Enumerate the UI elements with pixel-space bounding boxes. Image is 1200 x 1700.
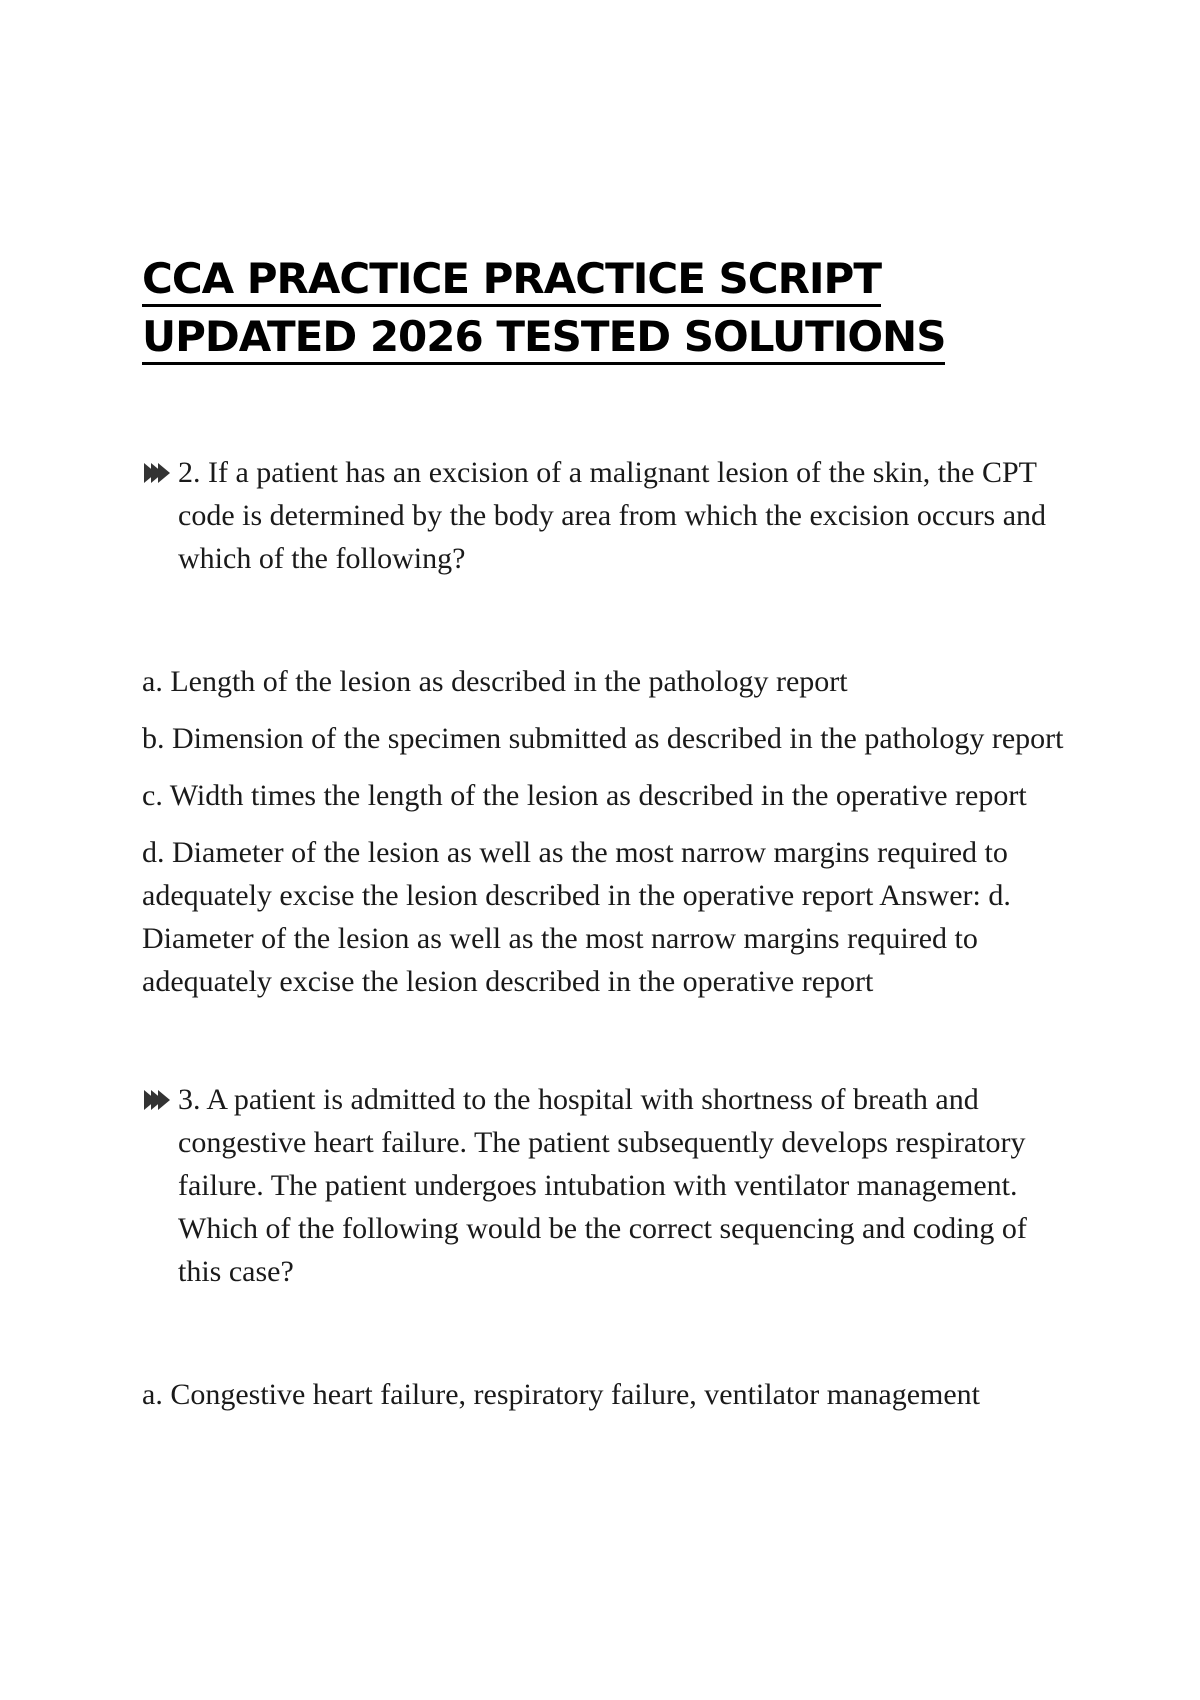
question-2-option-c: c. Width times the length of the lesion as described in the operative report [142,779,1027,812]
question-3-option-a: a. Congestive heart failure, respiratory failure, ventilator management [142,1378,980,1411]
question-2-text: 2. If a patient has an excision of a malignant lesion of the skin, the CPT code is determined by the body area from which the excision occurs and which of the following? [178,456,1047,575]
question-2-option-b: b. Dimension of the specimen submitted as described in the pathology report [142,722,1064,755]
arrow-bullet-icon [142,1088,172,1112]
question-3-text: 3. A patient is admitted to the hospital with shortness of breath and congestive heart failure. The patient subsequently develops respiratory failure. The patient undergoes intubation with ventilator management. Which of the following would be the correct sequencing and coding of this case? [178,1083,1027,1288]
document-page [142,250,1072,1416]
question-2 [142,451,1072,580]
title-line-1: CCA PRACTICE PRACTICE SCRIPT [142,254,881,307]
title-line-2: UPDATED 2026 TESTED SOLUTIONS [142,312,945,365]
question-2-option-d-answer: d. Diameter of the lesion as well as the most narrow margins required to adequately excise the lesion described in the operative report Answer: d. Diameter of the lesion as well as the most narrow margins required to adequately excise the lesion described in the operative report [142,836,1011,998]
arrow-bullet-icon [142,461,172,485]
document-title [142,250,1072,366]
question-2-option-a: a. Length of the lesion as described in the pathology report [142,665,848,698]
question-3 [142,1078,1072,1293]
